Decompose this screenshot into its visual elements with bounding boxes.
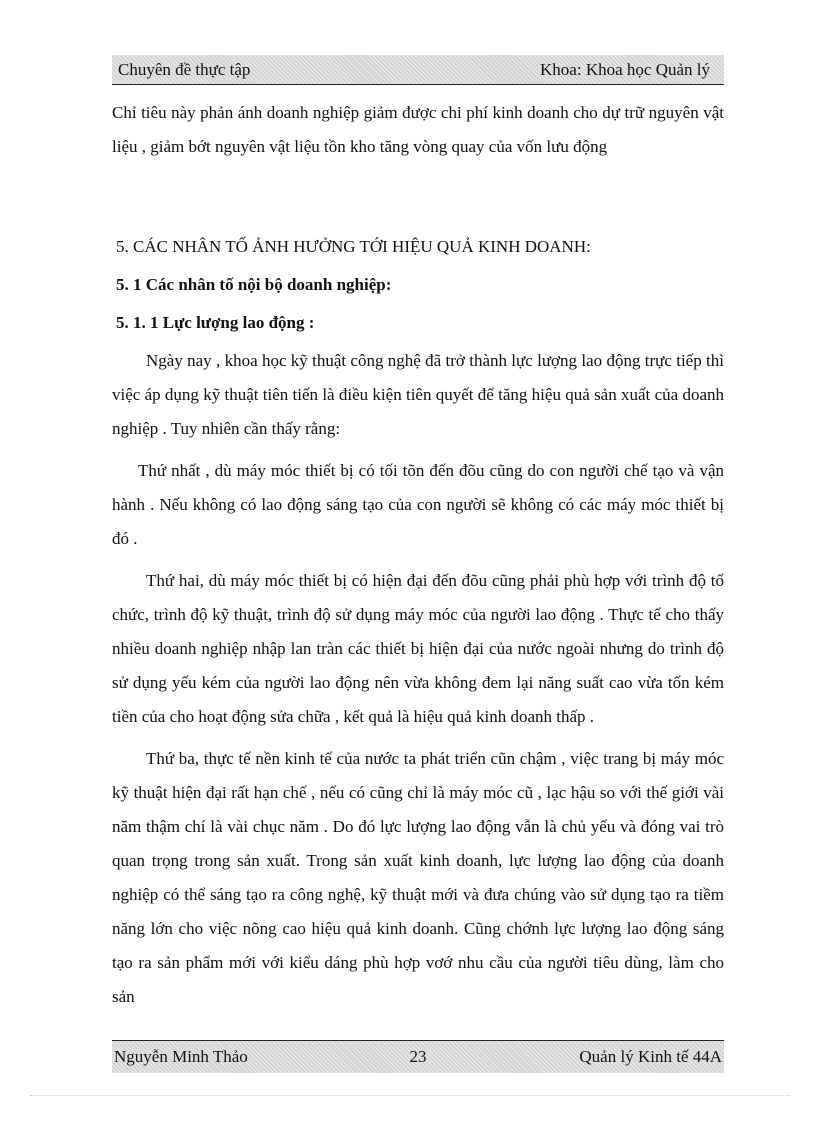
spacer xyxy=(112,172,724,230)
header-right-text: Khoa: Khoa học Quản lý xyxy=(540,59,710,79)
page-number: 23 xyxy=(409,1047,427,1066)
paragraph-intro: Chỉ tiêu này phản ánh doanh nghiệp giảm được chi phí kinh doanh cho dự trữ nguyên vật liệu , giảm bớt nguyên vật liệu tồn kho tăng vòng quay của vốn lưu động xyxy=(112,103,724,156)
footer-author: Nguyễn Minh Thảo xyxy=(114,1047,248,1066)
footer-class: Quản lý Kinh tế 44A xyxy=(579,1047,722,1066)
page-header xyxy=(112,55,724,85)
page-bottom-divider xyxy=(30,1095,790,1096)
paragraph-3: Thứ hai, dù máy móc thiết bị có hiện đại đến đõu cũng phải phù hợp với trình độ tổ chức, trình độ kỹ thuật, trình độ sử dụng máy móc của người lao động . Thực tế cho thấy nhiều doanh nghiệp nhập lan tràn các thiết bị hiện đại của nước ngoài nhưng do trình độ sử dụng yếu kém của người lao động nên vừa không đem lại năng suất cao vừa tốn kém tiền của cho hoạt động sửa chữa , kết quả là hiệu quả kinh doanh thấp . xyxy=(112,571,724,726)
paragraph-2: Thứ nhất , dù máy móc thiết bị có tối tõn đến đõu cũng do con người chế tạo và vận hành . Nếu không có lao động sáng tạo của con người sẽ không có các máy móc thiết bị đó . xyxy=(112,461,724,548)
paragraph-4: Thứ ba, thực tế nền kinh tế của nước ta phát triển cũn chậm , việc trang bị máy móc kỹ thuật hiện đại rất hạn chế , nếu có cũng chỉ là máy móc cũ , lạc hậu so với thế giới vài năm thậm chí là vài chục năm . Do đó lực lượng lao động vẫn là chủ yếu và đóng vai trò quan trọng trong sản xuất. Trong sản xuất kinh doanh, lực lượng lao động của doanh nghiệp có thể sáng tạo ra công nghệ, kỹ thuật mới và đưa chúng vào sử dụng tạo ra tiềm năng lớn cho việc nõng cao hiệu quả kinh doanh. Cũng chớnh lực lượng lao động sáng tạo ra sản phẩm mới với kiểu dáng phù hợp vơớ nhu cầu của người tiêu dùng, làm cho sản xyxy=(112,749,724,1006)
subsubsection-heading: 5. 1. 1 Lực lượng lao động : xyxy=(116,313,315,332)
section-heading: 5. CÁC NHÂN TỐ ẢNH HƯỞNG TỚI HIỆU QUẢ KINH DOANH: xyxy=(116,237,591,256)
subsection-heading: 5. 1 Các nhân tố nội bộ doanh nghiệp: xyxy=(116,275,392,294)
paragraph-1: Ngày nay , khoa học kỹ thuật công nghệ đã trở thành lực lượng lao động trực tiếp thì việc áp dụng kỹ thuật tiên tiến là điều kiện tiên quyết để tăng hiệu quả sản xuất của doanh nghiệp . Tuy nhiên cần thấy rằng: xyxy=(112,351,724,438)
header-left-text: Chuyên đề thực tập xyxy=(118,59,251,79)
document-body xyxy=(112,96,724,1022)
page-footer xyxy=(112,1040,724,1073)
